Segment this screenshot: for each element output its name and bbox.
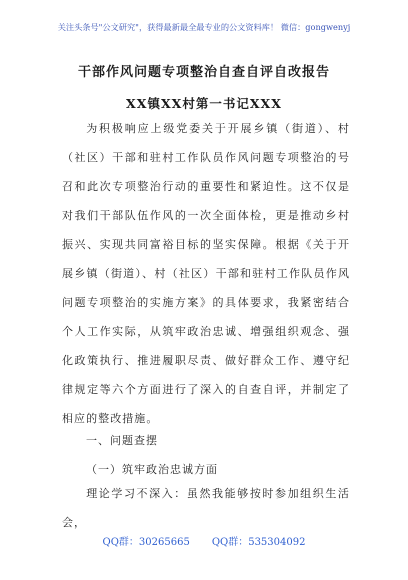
document-title: 干部作风问题专项整治自查自评自改报告 (77, 65, 330, 80)
body-paragraph-intro: 为积极响应上级党委关于开展乡镇（街道）、村（社区）干部和驻村工作队员作风问题专项整治的号召和此次专项整治行动的重要性和紧迫性。这不仅是对我们干部队伍作风的一次全面体检，更是推动乡村振兴、实现共同富裕目标的坚实保障。根据《关于开展乡镇（街道）、村（社区）干部和驻村工作队员作风问题专项整治的实施方案》的具体要求，我紧密结合个人工作实际，从筑牢政治忠诚、增强组织观念、强化政策执行、推进履职尽责、做好群众工作、遵守纪律规定等六个方面进行了深入的自查自评，并制定了相应的整改措施。 (62, 122, 350, 425)
section-heading-problems: 一、问题查摆 (86, 434, 158, 447)
footer-contact (0, 533, 408, 548)
header-notice: 关注头条号"公文研究"，获得最新最全最专业的公文资料库！ 微信：gongwenyj (57, 22, 351, 32)
footer-qq-group-2: QQ群：535304092 (211, 537, 306, 548)
footer-qq-group-1: QQ群：30265665 (102, 537, 190, 548)
subsection-heading-political-loyalty: （一）筑牢政治忠诚方面 (86, 463, 218, 476)
body-paragraph-theory-study: 理论学习不深入：虽然我能够按时参加组织生活会， (62, 487, 350, 529)
document-subtitle: XX镇XX村第一书记XXX (126, 96, 282, 111)
